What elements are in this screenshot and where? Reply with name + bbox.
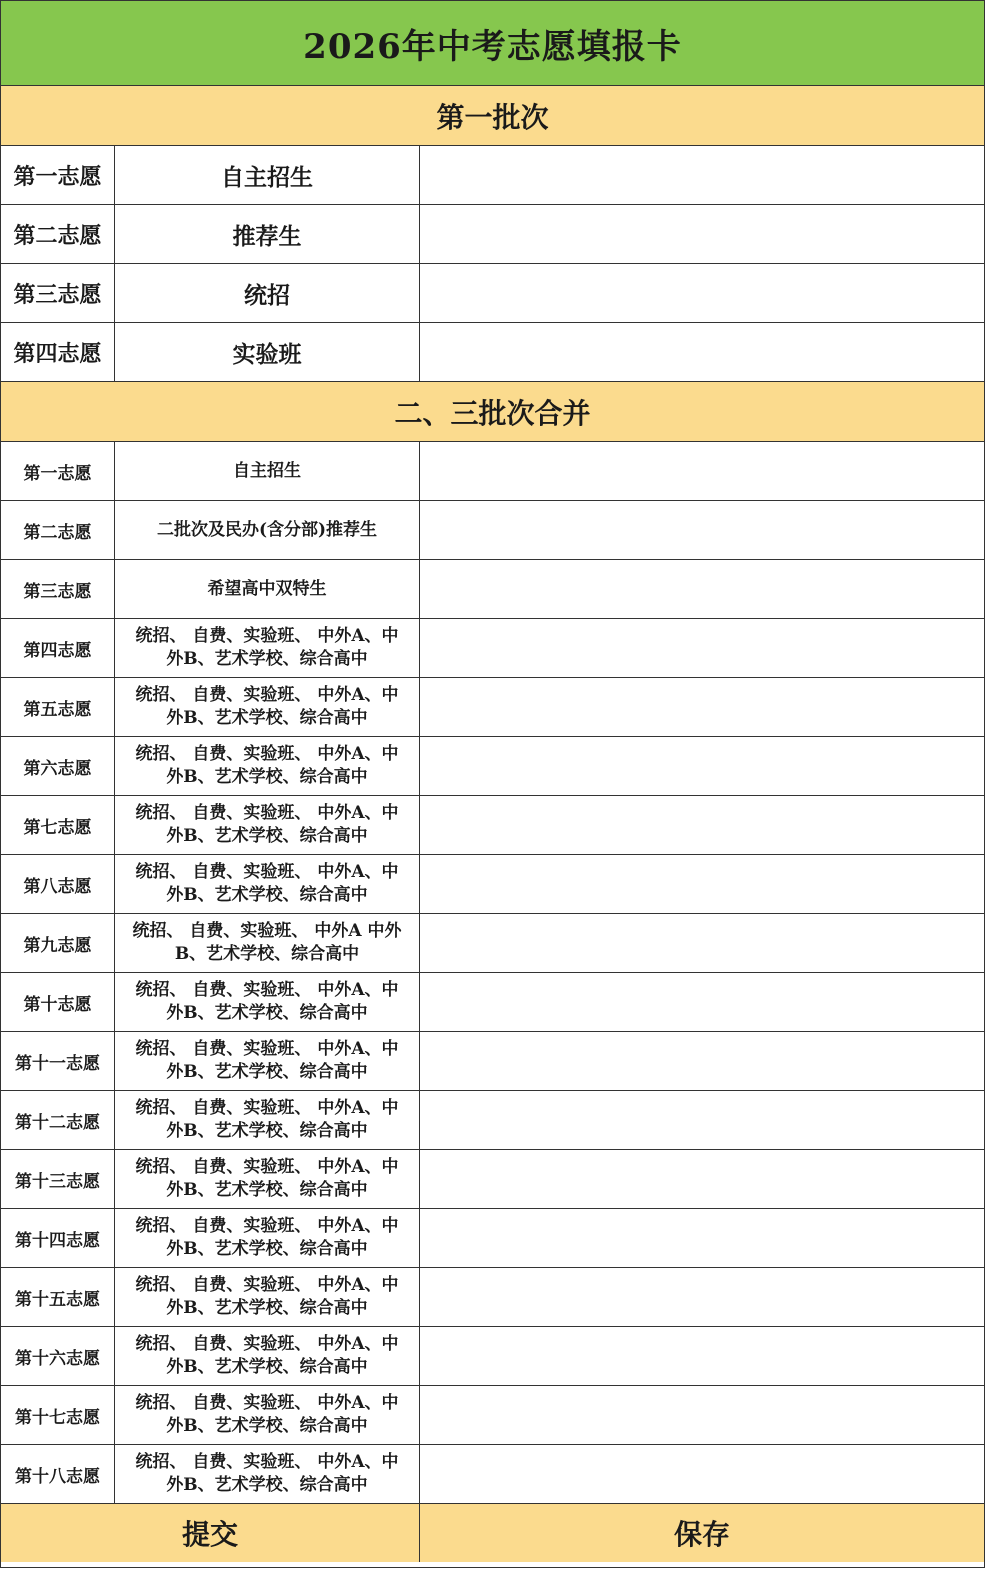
school-input[interactable] xyxy=(420,914,984,972)
school-input[interactable] xyxy=(420,1268,984,1326)
choice-rank-label: 第十七志愿 xyxy=(1,1386,115,1444)
choice-row xyxy=(1,560,984,619)
choice-row xyxy=(1,1445,984,1504)
choice-type-label: 统招、 自费、实验班、 中外A 中外B、艺术学校、综合高中 xyxy=(115,914,420,972)
choice-row xyxy=(1,264,984,323)
choice-rank-label: 第十五志愿 xyxy=(1,1268,115,1326)
choice-type-label: 统招、 自费、实验班、 中外A、中外B、艺术学校、综合高中 xyxy=(115,1091,420,1149)
choice-rank-label: 第一志愿 xyxy=(1,442,115,500)
choice-row xyxy=(1,1150,984,1209)
choice-type-label: 统招、 自费、实验班、 中外A、中外B、艺术学校、综合高中 xyxy=(115,796,420,854)
choice-row xyxy=(1,796,984,855)
school-input[interactable] xyxy=(420,1150,984,1208)
batch23-header: 二、三批次合并 xyxy=(1,382,984,442)
school-input[interactable] xyxy=(420,796,984,854)
choice-rank-label: 第十志愿 xyxy=(1,973,115,1031)
school-input[interactable] xyxy=(420,560,984,618)
save-button[interactable]: 保存 xyxy=(673,1518,730,1551)
choice-type-label: 统招、 自费、实验班、 中外A、中外B、艺术学校、综合高中 xyxy=(115,1445,420,1503)
choice-rank-label: 第九志愿 xyxy=(1,914,115,972)
choice-rank-label: 第十二志愿 xyxy=(1,1091,115,1149)
choice-type-label: 统招、 自费、实验班、 中外A、中外B、艺术学校、综合高中 xyxy=(115,619,420,677)
school-input-cell xyxy=(420,796,984,854)
batch1-header: 第一批次 xyxy=(1,86,984,146)
school-input[interactable] xyxy=(420,1386,984,1444)
choice-row xyxy=(1,1091,984,1150)
school-input-cell xyxy=(420,1150,984,1208)
choice-type-label: 自主招生 xyxy=(115,146,420,204)
batch1-rows xyxy=(1,146,984,382)
school-input-cell xyxy=(420,1386,984,1444)
choice-rank-label: 第十三志愿 xyxy=(1,1150,115,1208)
choice-type-label: 统招、 自费、实验班、 中外A、中外B、艺术学校、综合高中 xyxy=(115,1327,420,1385)
choice-row xyxy=(1,855,984,914)
choice-rank-label: 第七志愿 xyxy=(1,796,115,854)
choice-row xyxy=(1,442,984,501)
choice-rank-label: 第五志愿 xyxy=(1,678,115,736)
school-input[interactable] xyxy=(420,264,984,322)
school-input[interactable] xyxy=(420,501,984,559)
school-input-cell xyxy=(420,1209,984,1267)
choice-row xyxy=(1,205,984,264)
school-input-cell xyxy=(420,1445,984,1503)
school-input[interactable] xyxy=(420,323,984,381)
school-input-cell xyxy=(420,973,984,1031)
choice-type-label: 统招、 自费、实验班、 中外A、中外B、艺术学校、综合高中 xyxy=(115,855,420,913)
choice-row xyxy=(1,323,984,382)
choice-type-label: 希望高中双特生 xyxy=(115,560,420,618)
choice-type-label: 统招、 自费、实验班、 中外A、中外B、艺术学校、综合高中 xyxy=(115,1209,420,1267)
choice-row xyxy=(1,1327,984,1386)
choice-type-label: 二批次及民办(含分部)推荐生 xyxy=(115,501,420,559)
batch23-rows xyxy=(1,442,984,1504)
choice-rank-label: 第十八志愿 xyxy=(1,1445,115,1503)
school-input-cell xyxy=(420,205,984,263)
school-input[interactable] xyxy=(420,1209,984,1267)
choice-rank-label: 第六志愿 xyxy=(1,737,115,795)
school-input[interactable] xyxy=(420,1091,984,1149)
school-input[interactable] xyxy=(420,442,984,500)
choice-type-label: 统招、 自费、实验班、 中外A、中外B、艺术学校、综合高中 xyxy=(115,1268,420,1326)
school-input-cell xyxy=(420,264,984,322)
choice-rank-label: 第三志愿 xyxy=(1,264,115,322)
school-input-cell xyxy=(420,501,984,559)
choice-type-label: 统招、 自费、实验班、 中外A、中外B、艺术学校、综合高中 xyxy=(115,1386,420,1444)
choice-type-label: 自主招生 xyxy=(115,442,420,500)
school-input-cell xyxy=(420,560,984,618)
school-input[interactable] xyxy=(420,973,984,1031)
school-input[interactable] xyxy=(420,678,984,736)
choice-type-label: 推荐生 xyxy=(115,205,420,263)
choice-rank-label: 第三志愿 xyxy=(1,560,115,618)
choice-rank-label: 第十一志愿 xyxy=(1,1032,115,1090)
choice-type-label: 统招、 自费、实验班、 中外A、中外B、艺术学校、综合高中 xyxy=(115,973,420,1031)
choice-rank-label: 第四志愿 xyxy=(1,323,115,381)
school-input-cell xyxy=(420,619,984,677)
school-input-cell xyxy=(420,678,984,736)
choice-row xyxy=(1,1032,984,1091)
choice-rank-label: 第十六志愿 xyxy=(1,1327,115,1385)
school-input[interactable] xyxy=(420,205,984,263)
school-input-cell xyxy=(420,914,984,972)
choice-row xyxy=(1,737,984,796)
choice-row xyxy=(1,973,984,1032)
choice-row xyxy=(1,914,984,973)
choice-type-label: 统招、 自费、实验班、 中外A、中外B、艺术学校、综合高中 xyxy=(115,737,420,795)
school-input-cell xyxy=(420,323,984,381)
choice-row xyxy=(1,1386,984,1445)
school-input-cell xyxy=(420,442,984,500)
choice-rank-label: 第四志愿 xyxy=(1,619,115,677)
choice-type-label: 统招 xyxy=(115,264,420,322)
school-input-cell xyxy=(420,146,984,204)
school-input-cell xyxy=(420,1327,984,1385)
choice-type-label: 实验班 xyxy=(115,323,420,381)
choice-row xyxy=(1,501,984,560)
school-input-cell xyxy=(420,1032,984,1090)
school-input[interactable] xyxy=(420,737,984,795)
choice-rank-label: 第二志愿 xyxy=(1,205,115,263)
choice-rank-label: 第十四志愿 xyxy=(1,1209,115,1267)
school-input-cell xyxy=(420,1268,984,1326)
choice-rank-label: 第一志愿 xyxy=(1,146,115,204)
submit-button[interactable]: 提交 xyxy=(1,1504,420,1562)
choice-type-label: 统招、 自费、实验班、 中外A、中外B、艺术学校、综合高中 xyxy=(115,1150,420,1208)
footer-bar xyxy=(1,1504,984,1562)
school-input-cell xyxy=(420,855,984,913)
school-input-cell xyxy=(420,1091,984,1149)
page-title: 2026年中考志愿填报卡 xyxy=(1,1,984,86)
school-input[interactable] xyxy=(420,855,984,913)
school-input[interactable] xyxy=(420,1445,984,1503)
choice-type-label: 统招、 自费、实验班、 中外A、中外B、艺术学校、综合高中 xyxy=(115,1032,420,1090)
school-input[interactable] xyxy=(420,146,984,204)
choice-row xyxy=(1,146,984,205)
choice-type-label: 统招、 自费、实验班、 中外A、中外B、艺术学校、综合高中 xyxy=(115,678,420,736)
school-input[interactable] xyxy=(420,1327,984,1385)
choice-row xyxy=(1,619,984,678)
choice-rank-label: 第八志愿 xyxy=(1,855,115,913)
choice-row xyxy=(1,1209,984,1268)
choice-row xyxy=(1,678,984,737)
school-input[interactable] xyxy=(420,619,984,677)
choice-row xyxy=(1,1268,984,1327)
school-input-cell xyxy=(420,737,984,795)
school-input[interactable] xyxy=(420,1032,984,1090)
choice-rank-label: 第二志愿 xyxy=(1,501,115,559)
